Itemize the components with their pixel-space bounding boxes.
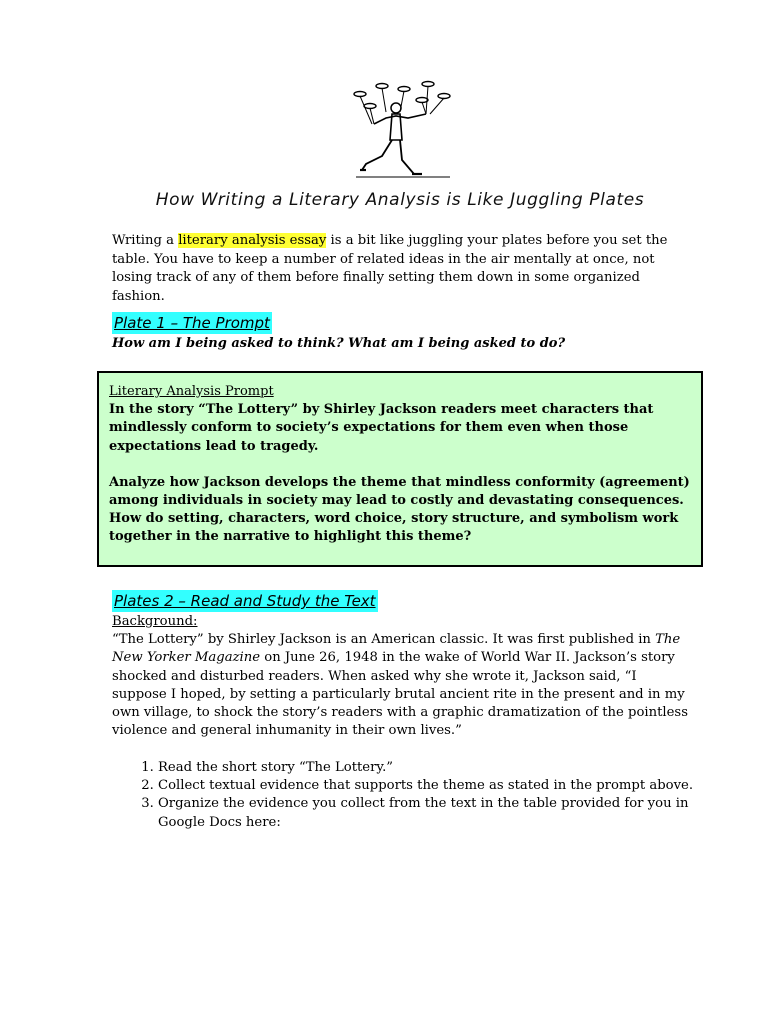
intro-text-after: is a bit like juggling your plates before you set the table. You have to keep a number of related ideas in the air mentally at once, not losing track of any of them before finally setting them down in some organized fashion. bbox=[112, 233, 668, 304]
prompt-box-title: Literary Analysis Prompt bbox=[109, 384, 274, 399]
background-text-2: on June 26, 1948 in the wake of World War II. Jackson’s story shocked and disturbed readers. When asked why she wrote it, Jackson said, “I suppose I hoped, by setting a particularly brutal ancient rite in the present and in my own village, to shock the story’s readers with a graphic dramatization of the pointless violence and general inhumanity in their own lives.” bbox=[112, 650, 688, 739]
document-title: How Writing a Literary Analysis is Like Juggling Plates bbox=[155, 190, 645, 210]
background-label: Background: bbox=[112, 614, 198, 629]
plate-juggler-icon bbox=[352, 78, 454, 182]
prompt-paragraph-1: In the story “The Lottery” by Shirley Jackson readers meet characters that mindlessly conform to society’s expectations for them even when those expectations lead to tragedy. bbox=[109, 402, 654, 454]
background-section bbox=[112, 613, 692, 740]
background-text-1: “The Lottery” by Shirley Jackson is an American classic. It was first published in bbox=[112, 632, 656, 648]
list-item: 3. Organize the evidence you collect from the text in the table provided for you in Google Docs here: bbox=[158, 795, 718, 831]
list-item: 2. Collect textual evidence that supports the theme as stated in the prompt above. bbox=[158, 777, 718, 795]
prompt-paragraph-2: Analyze how Jackson develops the theme that mindless conformity (agreement) among individuals in society may lead to costly and devastating consequences. How do setting, characters, word choice, story structure, and symbolism work together in the narrative to highlight this theme? bbox=[109, 474, 690, 545]
list-item: 1. Read the short story “The Lottery.” bbox=[158, 759, 718, 777]
intro-text-before: Writing a bbox=[112, 233, 179, 248]
plate1-question: How am I being asked to think? What am I being asked to do? bbox=[112, 336, 566, 351]
prompt-box bbox=[97, 371, 703, 567]
steps-list bbox=[134, 759, 718, 832]
plate2-heading: Plates 2 – Read and Study the Text bbox=[114, 592, 376, 610]
plate1-heading: Plate 1 – The Prompt bbox=[114, 314, 270, 332]
background-paragraph bbox=[112, 631, 692, 740]
magazine-title: The New Yorker Magazine bbox=[112, 632, 681, 666]
intro-paragraph bbox=[112, 232, 672, 306]
highlighted-term: literary analysis essay bbox=[178, 233, 327, 248]
